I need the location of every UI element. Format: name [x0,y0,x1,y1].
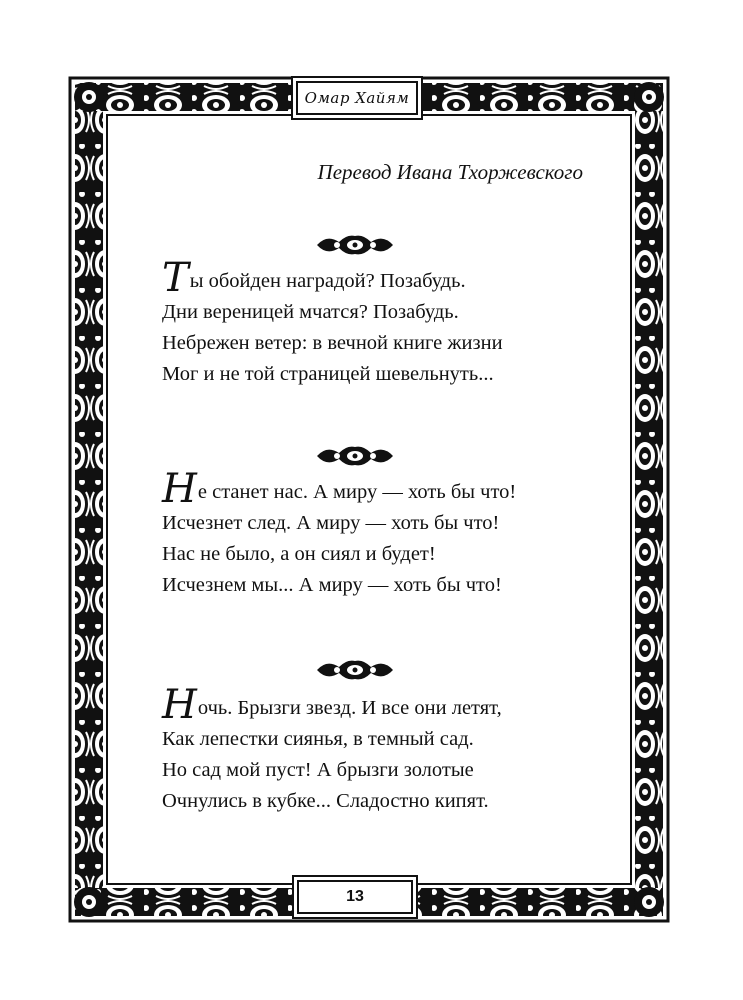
stanza-line: Исчезнем мы... А миру — хоть бы что! [162,574,502,596]
drop-cap: Н [162,466,197,512]
page-number: 13 [346,888,364,905]
page-number-box [297,880,413,914]
stanza-line: Ночь. Брызги звезд. И все они летят, [162,682,502,728]
stanza-line: Небрежен ветер: в вечной книге жизни [162,332,503,354]
drop-cap: Т [162,255,189,301]
stanza-1 [162,255,602,390]
ornament-divider [315,657,395,683]
stanza-line: Очнулись в кубке... Сладостно кипят. [162,790,489,812]
stanza-line: Мог и не той страницей шевельнуть... [162,363,494,385]
stanza-line: Дни вереницей мчатся? Позабудь. [162,301,459,323]
author-name: Омар Хайям [304,89,410,107]
ornament-divider [315,443,395,469]
ornament-divider [315,232,395,258]
stanza-line: Исчезнет след. А миру — хоть бы что! [162,512,500,534]
drop-cap: Н [162,682,197,728]
stanza-line: Нас не было, а он сиял и будет! [162,543,436,565]
translator-credit: Перевод Ивана Тхоржевского [317,160,583,184]
stanza-3 [162,682,602,817]
stanza-line: Ты обойден наградой? Позабудь. [162,255,466,301]
stanza-line: Как лепестки сиянья, в темный сад. [162,728,474,750]
header-title-box [296,81,418,115]
stanza-line: Не станет нас. А миру — хоть бы что! [162,466,517,512]
stanza-2 [162,466,602,601]
stanza-line: Но сад мой пуст! А брызги золотые [162,759,474,781]
